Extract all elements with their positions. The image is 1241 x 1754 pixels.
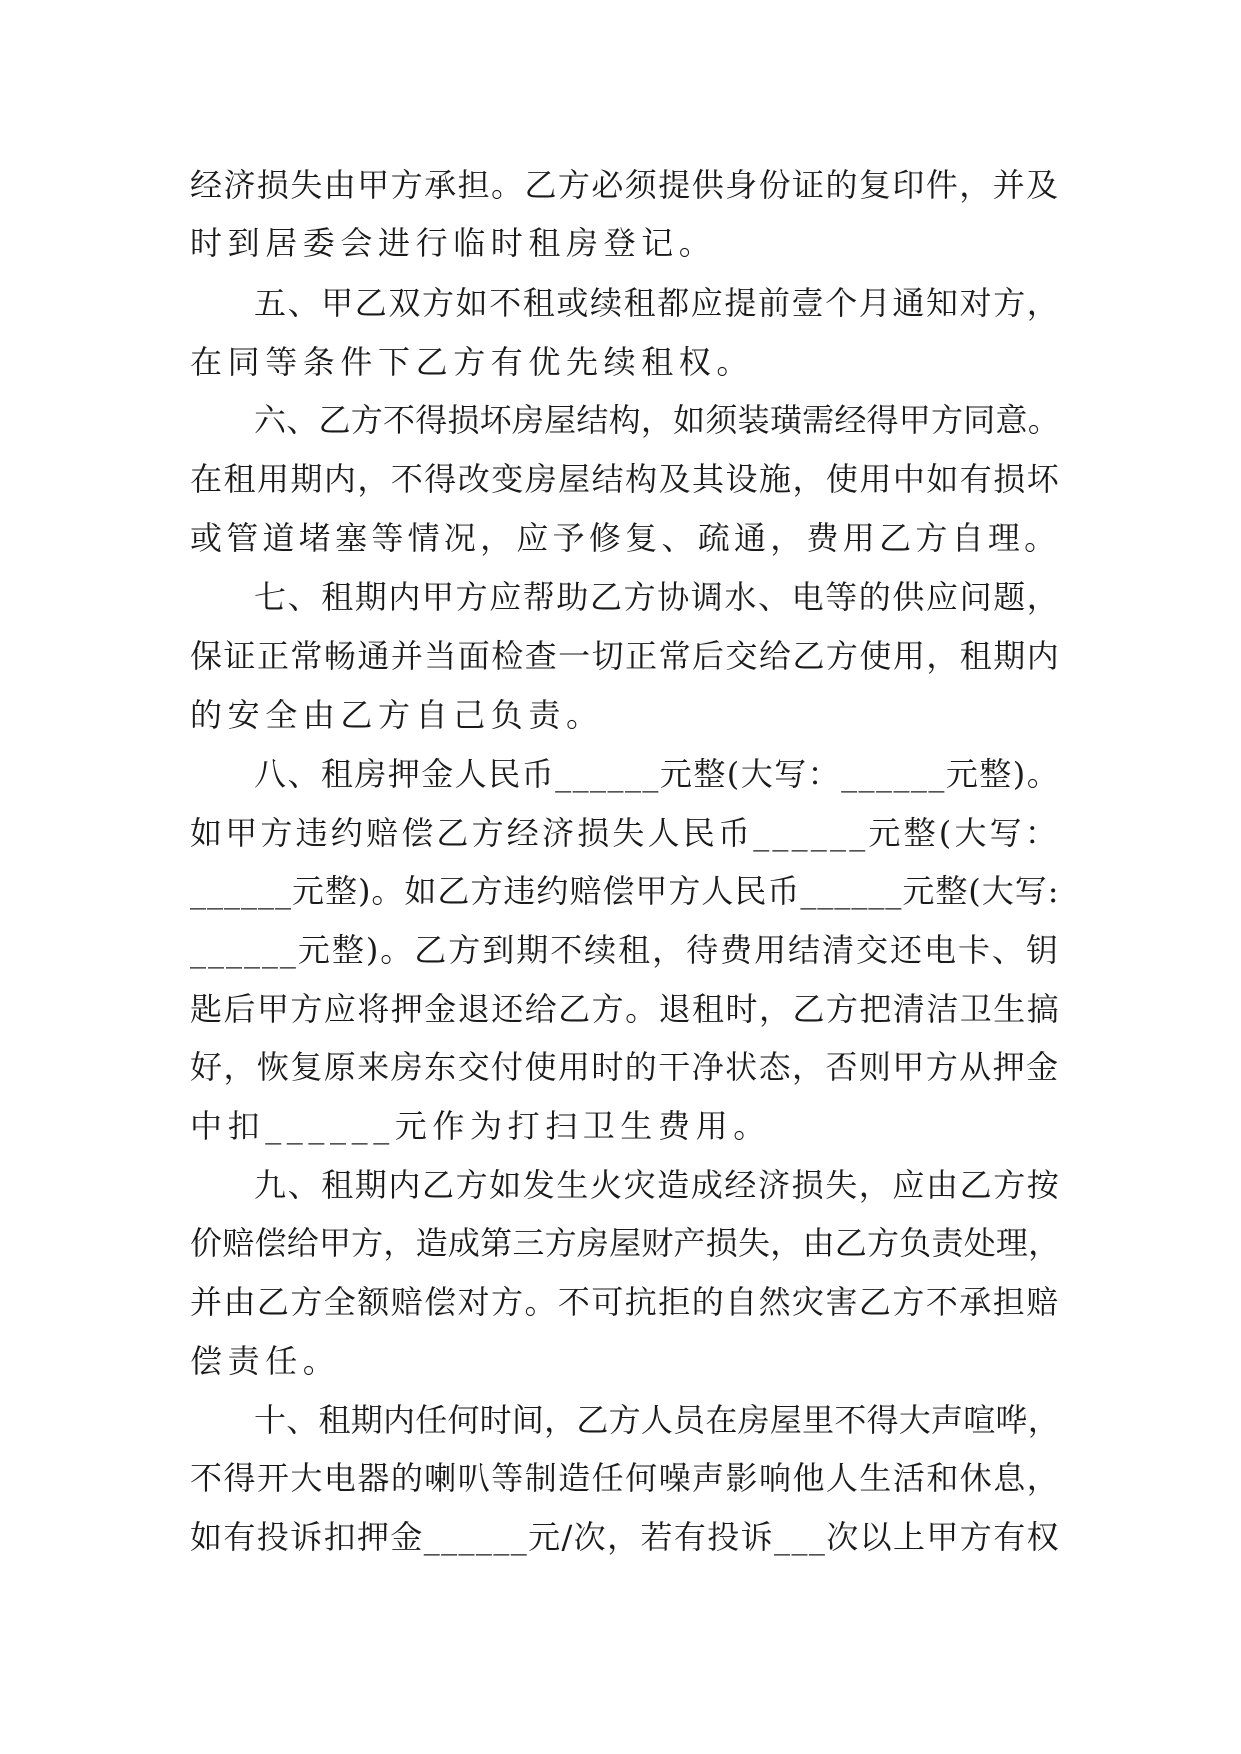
clause-5-start: 五、甲乙双方如不租或续租都应提前壹个月通知对方， (254, 284, 1061, 322)
text-line: 经济损失由甲方承担。乙方必须提供身份证的复印件，并及 (190, 166, 1060, 204)
text-line: 偿责任。 (190, 1342, 341, 1380)
text-line: ______元整)。如乙方违约赔偿甲方人民币______元整(大写: (190, 872, 1060, 910)
clause-6-start: 六、乙方不得损坏房屋结构，如须装璜需经得甲方同意。 (254, 401, 1061, 439)
text-line: 好，恢复原来房东交付使用时的干净状态，否则甲方从押金 (190, 1048, 1060, 1086)
text-line: 中扣______元作为打扫卫生费用。 (190, 1107, 771, 1145)
text-line: 如有投诉扣押金______元/次，若有投诉___次以上甲方有权 (190, 1518, 1060, 1556)
text-line: 如甲方违约赔偿乙方经济损失人民币______元整(大写： (190, 814, 1061, 852)
text-line: 时到居委会进行临时租房登记。 (190, 224, 717, 262)
text-line: 在租用期内，不得改变房屋结构及其设施，使用中如有损坏 (190, 460, 1061, 498)
clause-10-start: 十、租期内任何时间，乙方人员在房屋里不得大声喧哗， (254, 1401, 1061, 1439)
text-line: 保证正常畅通并当面检查一切正常后交给乙方使用，租期内 (190, 637, 1061, 675)
clause-9-start: 九、租期内乙方如发生火灾造成经济损失，应由乙方按 (254, 1166, 1061, 1204)
text-line: 在同等条件下乙方有优先续租权。 (190, 343, 755, 381)
text-line: 价赔偿给甲方，造成第三方房屋财产损失，由乙方负责处理， (190, 1224, 1061, 1262)
clause-7-start: 七、租期内甲方应帮助乙方协调水、电等的供应问题， (254, 578, 1061, 616)
clause-8-start: 八、租房押金人民币______元整(大写：______元整)。 (254, 755, 1061, 793)
text-line: 不得开大电器的喇叭等制造任何噪声影响他人生活和休息， (190, 1459, 1061, 1497)
text-line: ______元整)。乙方到期不续租，待费用结清交还电卡、钥 (190, 931, 1060, 969)
text-line: 匙后甲方应将押金退还给乙方。退租时，乙方把清洁卫生搞 (190, 990, 1061, 1028)
text-line: 并由乙方全额赔偿对方。不可抗拒的自然灾害乙方不承担赔 (190, 1283, 1060, 1321)
text-line: 或管道堵塞等情况，应予修复、疏通，费用乙方自理。 (190, 519, 1061, 557)
text-line: 的安全由乙方自己负责。 (190, 696, 604, 734)
